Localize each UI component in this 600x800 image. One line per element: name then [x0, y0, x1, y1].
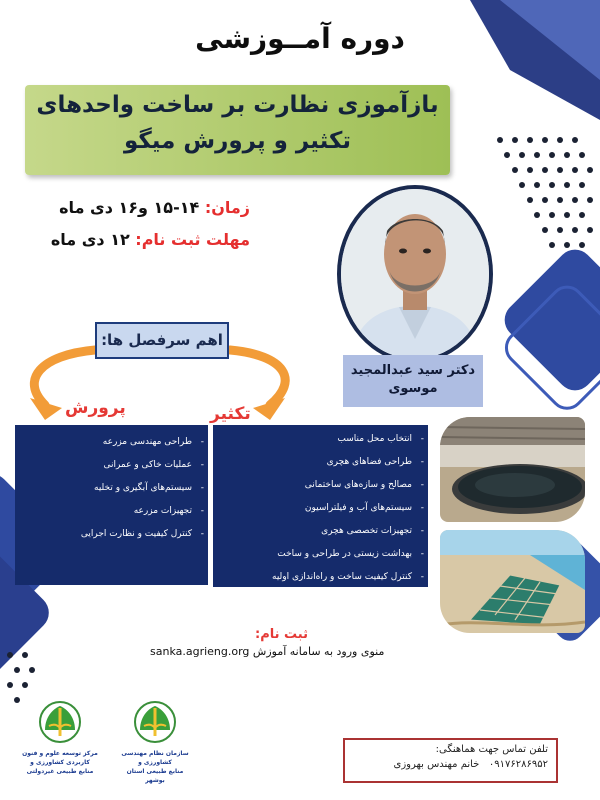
contact-box [343, 738, 558, 783]
list-item: - کنترل کیفیت و نظارت اجرایی [15, 523, 208, 546]
dot-pattern-left [7, 652, 35, 703]
arrow-to-farming-icon [34, 350, 95, 405]
shape-right-large [497, 242, 600, 398]
deadline-value: ۱۲ دی ماه [50, 230, 130, 249]
registration-deadline [51, 230, 250, 249]
registration-title: ثبت نام: [255, 627, 308, 642]
list-item: - عملیات خاکی و عمرانی [15, 454, 208, 477]
headings-label: اهم سرفصل ها: [95, 322, 229, 359]
logo-agri-sciences-center [18, 700, 102, 776]
logo-agri-engineering-org [120, 700, 190, 785]
instructor-name-box [343, 355, 483, 407]
registration-info [150, 645, 412, 658]
farming-topics-panel [15, 425, 208, 585]
contact-phone[interactable]: ۰۹۱۷۶۲۸۶۹۵۲ [488, 759, 548, 770]
aerial-ponds-photo [440, 530, 585, 633]
contact-label: تلفن تماس جهت هماهنگی: [435, 744, 548, 755]
logo-caption-2b: منابع طبیعی غیردولتی [26, 768, 94, 775]
contact-details [353, 759, 548, 770]
registration-menu-text: منوی ورود به سامانه آموزش [252, 645, 385, 658]
list-item: - طراحی فضاهای هچری [213, 451, 428, 474]
logo-caption-2a: مرکز توسعه علوم و فنون کاربردی کشاورزی و [22, 750, 98, 766]
farming-label: پرورش [65, 398, 126, 418]
dot-pattern-right [497, 137, 593, 248]
course-title-line1: بازآموزی نظارت بر ساخت واحدهای [36, 92, 439, 118]
breeding-label: تکثیر [210, 404, 251, 424]
logo-caption-1b: منابع طبیعی استان بوشهر [126, 768, 184, 784]
list-item: - سیستم‌های آبگیری و تخلیه [15, 477, 208, 500]
instructor-photo [337, 185, 493, 363]
breeding-topics-panel [213, 425, 428, 587]
logo-caption-1a: سازمان نظام مهندسی کشاورزی و [121, 750, 189, 766]
arrow-to-breeding-icon [230, 350, 285, 405]
list-item: - سیستم‌های آب و فیلتراسیون [213, 497, 428, 520]
hatchery-tank-photo [440, 417, 585, 522]
page-title: دوره آمــوزشی [195, 22, 405, 55]
list-item: - تجهیزات مزرعه [15, 500, 208, 523]
instructor-name-line1: دکتر سید عبدالمجید [350, 363, 476, 378]
course-title-line2: تکثیر و پرورش میگو [123, 128, 352, 154]
emblem-icon [120, 700, 190, 745]
deadline-label: مهلت ثبت نام: [135, 230, 250, 249]
list-item: - کنترل کیفیت ساخت و راه‌اندازی اولیه [213, 566, 428, 589]
date-label: زمان: [204, 198, 250, 217]
list-item: - طراحی مهندسی مزرعه [15, 431, 208, 454]
emblem-icon [18, 700, 102, 745]
list-item: - بهداشت زیستی در طراحی و ساخت [213, 543, 428, 566]
schedule-date [59, 198, 250, 217]
instructor-name-line2: موسوی [388, 381, 438, 396]
list-item: - تجهیزات تخصصی هچری [213, 520, 428, 543]
registration-url[interactable]: sanka.agrieng.org [150, 645, 250, 658]
date-value: ۱۴-۱۵ و۱۶ دی ماه [59, 198, 200, 217]
contact-person: خانم مهندس بهروزی [393, 759, 480, 770]
list-item: - انتخاب محل مناسب [213, 428, 428, 451]
list-item: - مصالح و سازه‌های ساختمانی [213, 474, 428, 497]
